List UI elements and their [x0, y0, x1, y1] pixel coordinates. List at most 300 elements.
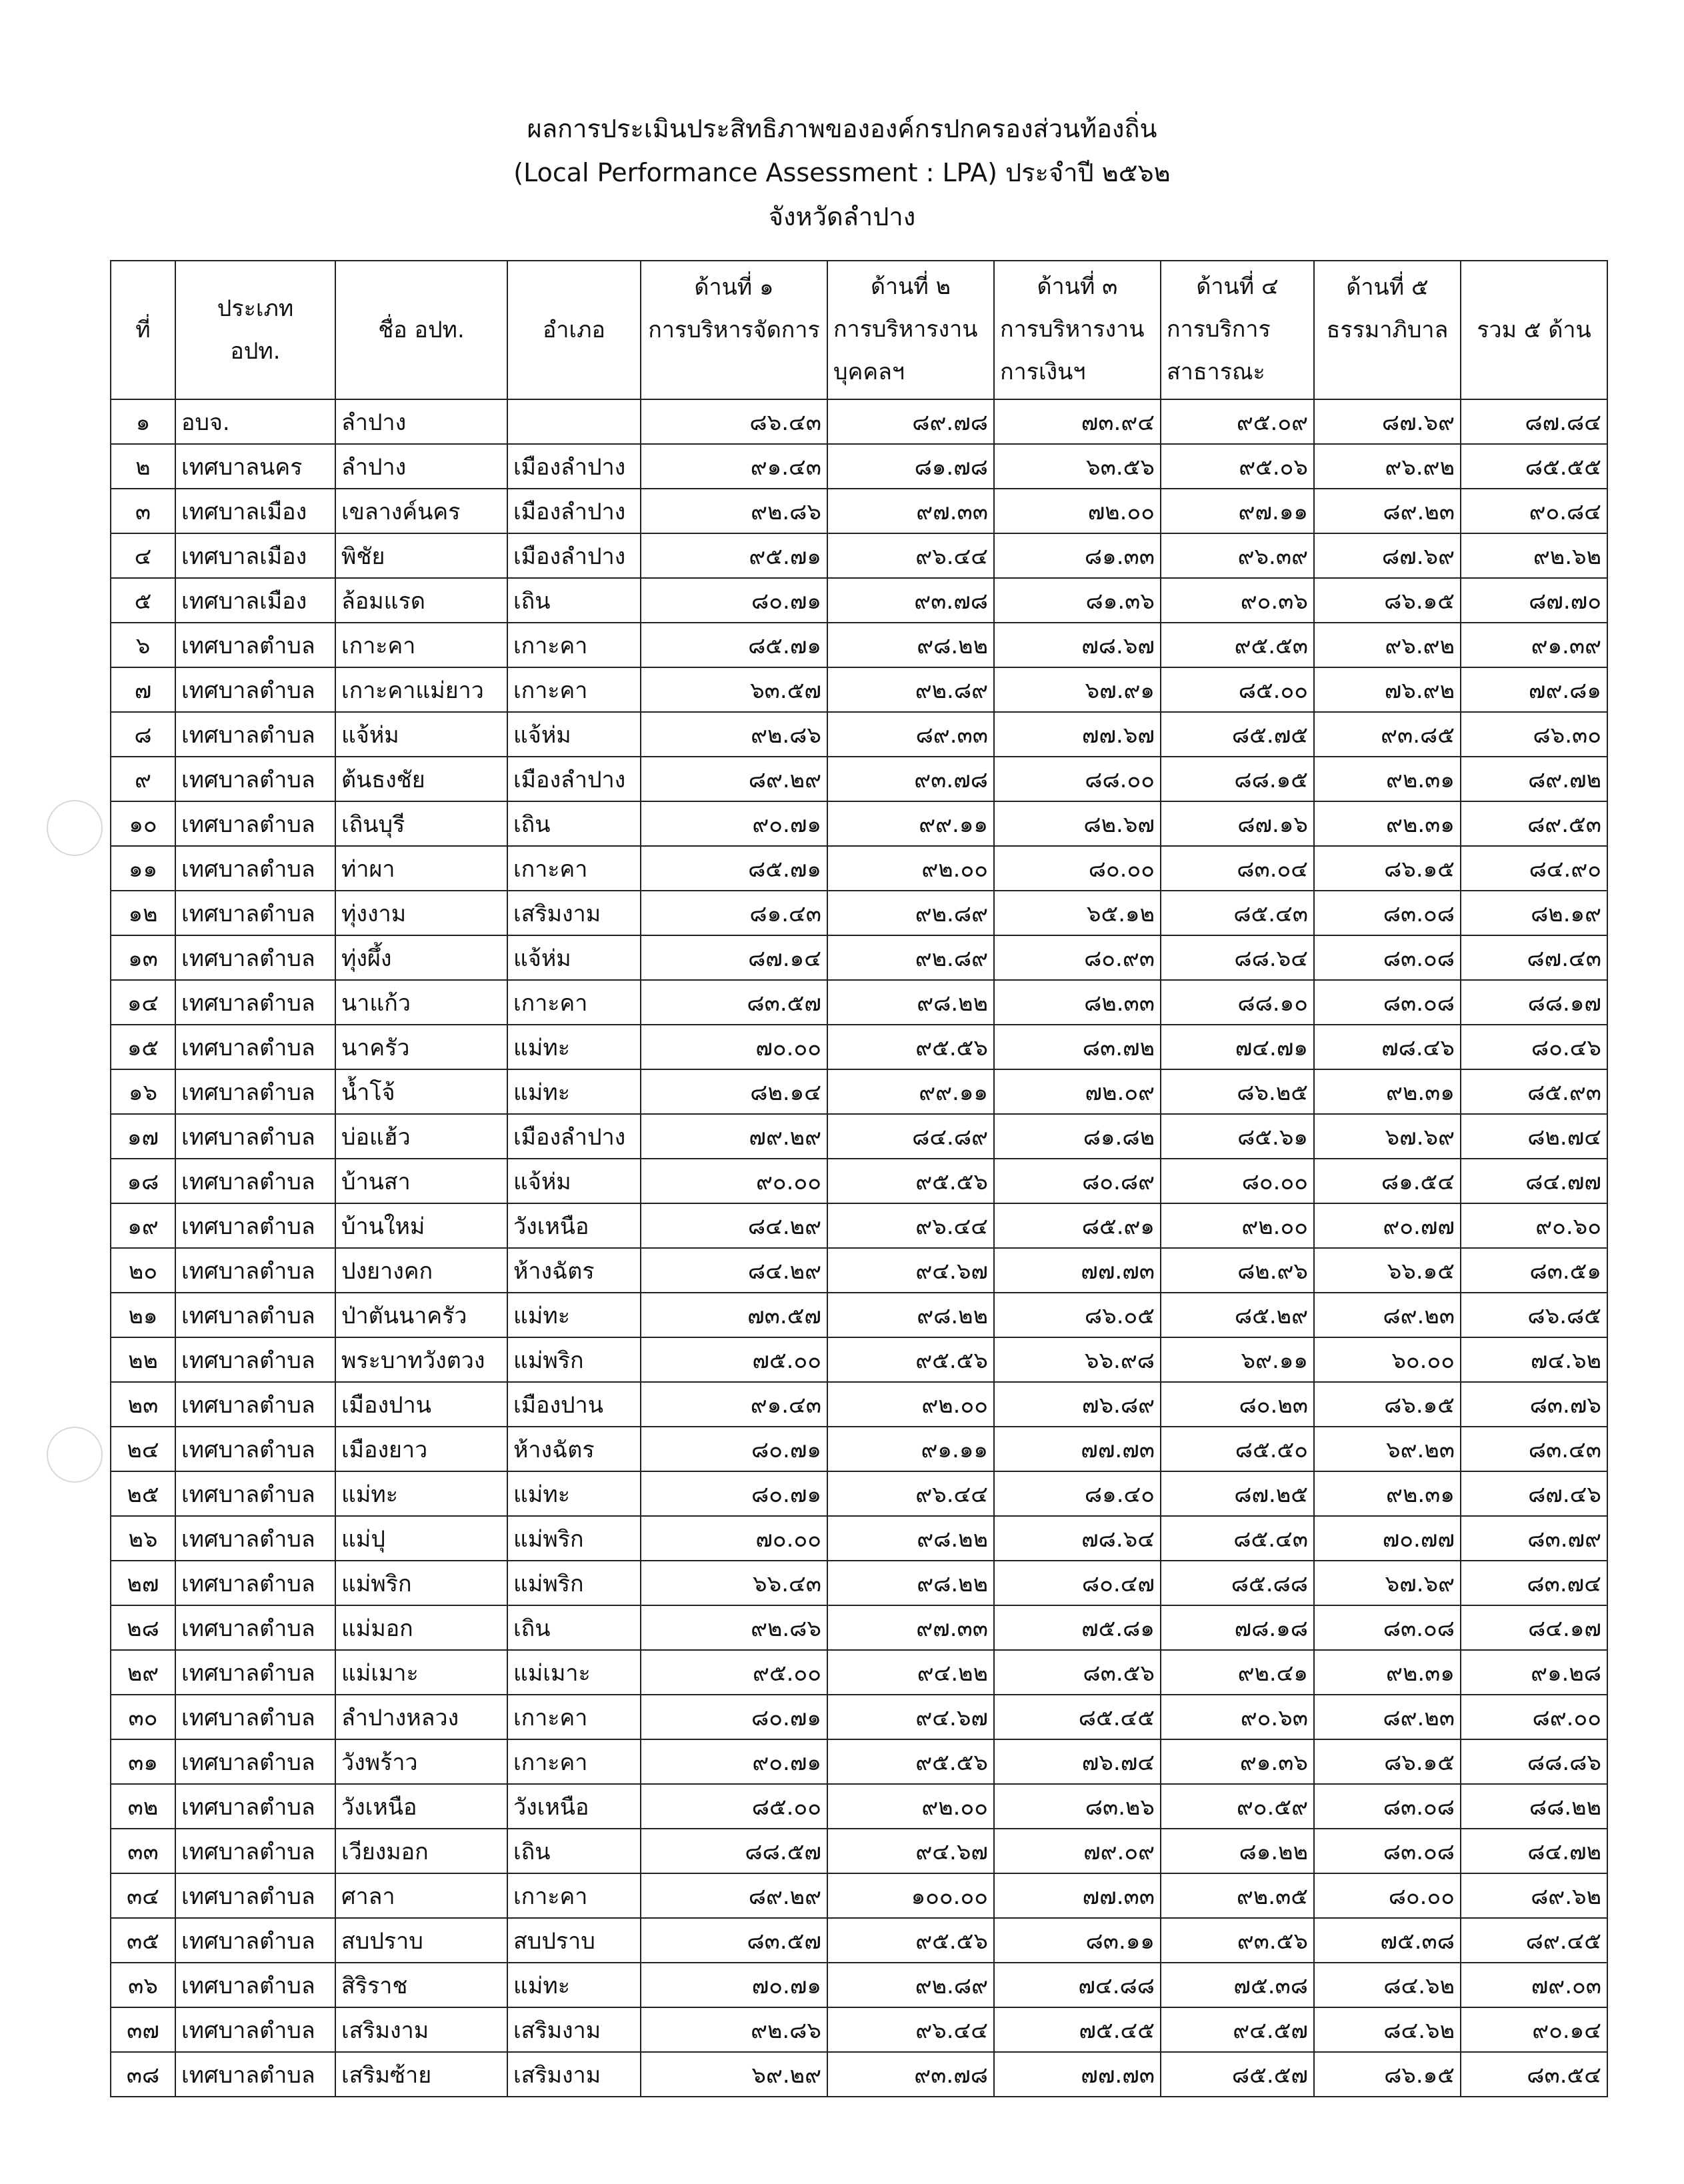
score-d1: ๘๔.๒๙: [641, 1203, 827, 1248]
row-number: ๑๗: [111, 1114, 175, 1159]
score-d4: ๙๒.๓๕: [1161, 1873, 1314, 1918]
score-d2: ๙๘.๒๒: [827, 623, 994, 667]
score-d1: ๘๑.๔๓: [641, 891, 827, 935]
district: ห้างฉัตร: [507, 1427, 641, 1471]
score-d4: ๘๕.๔๓: [1161, 1516, 1314, 1561]
score-d4: ๘๗.๑๖: [1161, 801, 1314, 846]
score-d2: ๙๗.๓๓: [827, 1605, 994, 1650]
table-row: [111, 1293, 1607, 1337]
score-d1: ๘๗.๑๔: [641, 935, 827, 980]
row-number: ๒๓: [111, 1382, 175, 1427]
score-d3: ๘๐.๙๓: [994, 935, 1161, 980]
row-number: ๗: [111, 667, 175, 712]
score-d1: ๙๕.๐๐: [641, 1650, 827, 1695]
org-type: เทศบาลตำบล: [175, 1471, 335, 1516]
score-d5: ๘๖.๑๕: [1314, 846, 1461, 891]
org-name: เมืองยาว: [335, 1427, 507, 1471]
col-header-d2: [827, 261, 994, 399]
score-d4: ๘๘.๑๐: [1161, 980, 1314, 1025]
score-d3: ๗๗.๗๓: [994, 1427, 1161, 1471]
score-d5: ๙๖.๙๒: [1314, 623, 1461, 667]
score-d3: ๗๗.๖๗: [994, 712, 1161, 757]
org-type: เทศบาลตำบล: [175, 891, 335, 935]
score-d2: ๙๔.๖๗: [827, 1248, 994, 1293]
score-d1: ๖๙.๒๙: [641, 2052, 827, 2097]
score-d3: ๘๑.๔๐: [994, 1471, 1161, 1516]
district: แจ้ห่ม: [507, 712, 641, 757]
district: [507, 399, 641, 444]
row-number: ๒๘: [111, 1605, 175, 1650]
district: เถิน: [507, 1829, 641, 1873]
score-d3: ๖๗.๙๑: [994, 667, 1161, 712]
table-row: [111, 712, 1607, 757]
row-number: ๑๓: [111, 935, 175, 980]
district: แม่พริก: [507, 1516, 641, 1561]
score-d4: ๘๕.๖๑: [1161, 1114, 1314, 1159]
title-line-1: ผลการประเมินประสิทธิภาพขององค์กรปกครองส่วนท้องถิ่น: [527, 114, 1157, 143]
score-d5: ๘๔.๖๒: [1314, 1963, 1461, 2007]
row-number: ๓๓: [111, 1829, 175, 1873]
score-d2: ๙๒.๘๙: [827, 667, 994, 712]
table-row: [111, 578, 1607, 623]
score-d4: ๙๐.๖๓: [1161, 1695, 1314, 1739]
score-d2: ๙๓.๗๘: [827, 2052, 994, 2097]
row-number: ๓๑: [111, 1739, 175, 1784]
org-type: เทศบาลตำบล: [175, 846, 335, 891]
org-name: เถินบุรี: [335, 801, 507, 846]
table-row: [111, 1829, 1607, 1873]
row-number: ๒๒: [111, 1337, 175, 1382]
org-type: เทศบาลตำบล: [175, 801, 335, 846]
table-row: [111, 1873, 1607, 1918]
score-d5: ๘๖.๑๕: [1314, 578, 1461, 623]
score-d5: ๘๙.๒๓: [1314, 489, 1461, 533]
score-d3: ๖๕.๑๒: [994, 891, 1161, 935]
score-total: ๘๖.๘๕: [1461, 1293, 1607, 1337]
table-row: [111, 1918, 1607, 1963]
score-d3: ๘๑.๘๒: [994, 1114, 1161, 1159]
row-number: ๑๙: [111, 1203, 175, 1248]
score-d5: ๗๕.๓๘: [1314, 1918, 1461, 1963]
score-d5: ๖๐.๐๐: [1314, 1337, 1461, 1382]
score-d5: ๙๒.๓๑: [1314, 801, 1461, 846]
table-row: [111, 935, 1607, 980]
score-d3: ๘๘.๐๐: [994, 757, 1161, 801]
org-type: เทศบาลตำบล: [175, 935, 335, 980]
org-type: เทศบาลตำบล: [175, 1784, 335, 1829]
district: แม่เมาะ: [507, 1650, 641, 1695]
table-row: [111, 489, 1607, 533]
row-number: ๔: [111, 533, 175, 578]
score-d2: ๙๖.๔๔: [827, 533, 994, 578]
org-type: เทศบาลตำบล: [175, 1025, 335, 1069]
score-d1: ๗๕.๐๐: [641, 1337, 827, 1382]
org-name: ต้นธงชัย: [335, 757, 507, 801]
score-d5: ๘๓.๐๘: [1314, 1605, 1461, 1650]
org-name: ลำปางหลวง: [335, 1695, 507, 1739]
org-name: น้ำโจ้: [335, 1069, 507, 1114]
score-d2: ๙๓.๗๘: [827, 578, 994, 623]
score-d3: ๗๗.๗๓: [994, 1248, 1161, 1293]
score-d2: ๙๙.๑๑: [827, 801, 994, 846]
table-row: [111, 1069, 1607, 1114]
score-d2: ๙๘.๒๒: [827, 980, 994, 1025]
org-type: เทศบาลตำบล: [175, 1114, 335, 1159]
score-d4: ๘๐.๒๓: [1161, 1382, 1314, 1427]
score-d5: ๘๓.๐๘: [1314, 935, 1461, 980]
org-name: ทุ่งงาม: [335, 891, 507, 935]
punch-hole-mark: [47, 1427, 103, 1483]
org-type: เทศบาลตำบล: [175, 1605, 335, 1650]
score-total: ๘๐.๔๖: [1461, 1025, 1607, 1069]
table-row: [111, 1963, 1607, 2007]
score-d4: ๗๕.๓๘: [1161, 1963, 1314, 2007]
score-d4: ๘๐.๐๐: [1161, 1159, 1314, 1203]
score-d3: ๗๗.๓๓: [994, 1873, 1161, 1918]
score-d4: ๙๓.๕๖: [1161, 1918, 1314, 1963]
district: สบปราบ: [507, 1918, 641, 1963]
score-total: ๘๘.๒๒: [1461, 1784, 1607, 1829]
score-d4: ๙๐.๓๖: [1161, 578, 1314, 623]
col-header-d4-line2: การบริการ: [1167, 316, 1271, 343]
row-number: ๓๐: [111, 1695, 175, 1739]
score-d3: ๗๖.๘๙: [994, 1382, 1161, 1427]
score-d3: ๗๔.๘๘: [994, 1963, 1161, 2007]
score-d5: ๗๐.๗๗: [1314, 1516, 1461, 1561]
score-d1: ๙๕.๗๑: [641, 533, 827, 578]
org-type: เทศบาลตำบล: [175, 623, 335, 667]
col-header-d3-line2: การบริหารงาน: [1000, 316, 1145, 343]
score-total: ๙๐.๑๔: [1461, 2007, 1607, 2052]
org-type: เทศบาลตำบล: [175, 1337, 335, 1382]
score-d1: ๘๓.๕๗: [641, 1918, 827, 1963]
score-total: ๘๗.๗๐: [1461, 578, 1607, 623]
score-d3: ๘๓.๕๖: [994, 1650, 1161, 1695]
score-total: ๘๙.๕๓: [1461, 801, 1607, 846]
score-d3: ๗๒.๐๐: [994, 489, 1161, 533]
org-type: เทศบาลตำบล: [175, 1159, 335, 1203]
score-d4: ๘๒.๙๖: [1161, 1248, 1314, 1293]
score-d2: ๘๑.๗๘: [827, 444, 994, 489]
org-type: อบจ.: [175, 399, 335, 444]
district: เมืองลำปาง: [507, 533, 641, 578]
org-type: เทศบาลตำบล: [175, 1516, 335, 1561]
org-type: เทศบาลตำบล: [175, 980, 335, 1025]
col-header-d1-line1: ด้านที่ ๑: [694, 274, 774, 301]
score-total: ๘๓.๗๔: [1461, 1561, 1607, 1605]
table-row: [111, 2052, 1607, 2097]
org-type: เทศบาลตำบล: [175, 757, 335, 801]
table-row: [111, 1739, 1607, 1784]
district: แม่ทะ: [507, 1963, 641, 2007]
row-number: ๑: [111, 399, 175, 444]
score-d1: ๘๖.๔๓: [641, 399, 827, 444]
score-d1: ๘๙.๒๙: [641, 757, 827, 801]
score-total: ๘๘.๑๗: [1461, 980, 1607, 1025]
score-d5: ๖๙.๒๓: [1314, 1427, 1461, 1471]
col-header-district: อำเภอ: [507, 261, 641, 399]
org-name: นาครัว: [335, 1025, 507, 1069]
table-row: [111, 667, 1607, 712]
row-number: ๒๐: [111, 1248, 175, 1293]
score-d1: ๙๐.๗๑: [641, 801, 827, 846]
col-header-d2-line2: การบริหารงาน: [833, 316, 978, 343]
row-number: ๒๗: [111, 1561, 175, 1605]
col-header-d4: [1161, 261, 1314, 399]
score-d5: ๘๙.๒๓: [1314, 1695, 1461, 1739]
score-d1: ๖๓.๕๗: [641, 667, 827, 712]
score-d2: ๙๕.๕๖: [827, 1739, 994, 1784]
document-header: [0, 107, 1684, 239]
org-type: เทศบาลเมือง: [175, 533, 335, 578]
score-d1: ๗๙.๒๙: [641, 1114, 827, 1159]
org-name: แม่มอก: [335, 1605, 507, 1650]
score-d2: ๘๙.๓๓: [827, 712, 994, 757]
table-row: [111, 1695, 1607, 1739]
district: วังเหนือ: [507, 1203, 641, 1248]
score-d3: ๘๐.๔๗: [994, 1561, 1161, 1605]
row-number: ๓๕: [111, 1918, 175, 1963]
score-total: ๘๙.๖๒: [1461, 1873, 1607, 1918]
score-d3: ๗๕.๔๕: [994, 2007, 1161, 2052]
col-header-d4-line3: สาธารณะ: [1167, 359, 1265, 385]
col-header-d1: [641, 261, 827, 399]
col-header-type-line2: อปท.: [230, 338, 281, 365]
org-type: เทศบาลตำบล: [175, 1918, 335, 1963]
table-row: [111, 1516, 1607, 1561]
col-header-no: ที่: [111, 261, 175, 399]
col-header-d4-line1: ด้านที่ ๔: [1196, 273, 1279, 300]
district: ห้างฉัตร: [507, 1248, 641, 1293]
org-type: เทศบาลตำบล: [175, 2007, 335, 2052]
district: แม่พริก: [507, 1337, 641, 1382]
score-d2: ๙๙.๑๑: [827, 1069, 994, 1114]
district: เมืองลำปาง: [507, 1114, 641, 1159]
district: เกาะคา: [507, 1695, 641, 1739]
col-header-d5-line1: ด้านที่ ๕: [1346, 274, 1429, 301]
score-total: ๘๘.๘๖: [1461, 1739, 1607, 1784]
district: เกาะคา: [507, 1739, 641, 1784]
table-row: [111, 891, 1607, 935]
district: แม่ทะ: [507, 1069, 641, 1114]
score-d3: ๘๓.๒๖: [994, 1784, 1161, 1829]
score-total: ๘๗.๔๖: [1461, 1471, 1607, 1516]
district: เสริมงาม: [507, 2052, 641, 2097]
row-number: ๓๗: [111, 2007, 175, 2052]
score-total: ๙๑.๒๘: [1461, 1650, 1607, 1695]
table-row: [111, 1784, 1607, 1829]
score-d3: ๘๓.๑๑: [994, 1918, 1161, 1963]
score-d5: ๖๖.๑๕: [1314, 1248, 1461, 1293]
district: เกาะคา: [507, 1873, 641, 1918]
org-name: ป่าตันนาครัว: [335, 1293, 507, 1337]
org-name: เมืองปาน: [335, 1382, 507, 1427]
score-d5: ๙๐.๗๗: [1314, 1203, 1461, 1248]
score-total: ๘๔.๑๗: [1461, 1605, 1607, 1650]
score-d4: ๙๕.๐๖: [1161, 444, 1314, 489]
score-d1: ๘๐.๗๑: [641, 1695, 827, 1739]
table-row: [111, 1427, 1607, 1471]
score-d2: ๙๔.๒๒: [827, 1650, 994, 1695]
score-d4: ๙๕.๐๙: [1161, 399, 1314, 444]
table-row: [111, 1650, 1607, 1695]
score-d3: ๘๐.๘๙: [994, 1159, 1161, 1203]
org-name: สบปราบ: [335, 1918, 507, 1963]
org-name: ลำปาง: [335, 444, 507, 489]
district: เกาะคา: [507, 980, 641, 1025]
score-d4: ๘๓.๐๔: [1161, 846, 1314, 891]
score-d5: ๖๗.๖๙: [1314, 1561, 1461, 1605]
score-d1: ๗๐.๗๑: [641, 1963, 827, 2007]
table-row: [111, 1605, 1607, 1650]
org-name: สิริราช: [335, 1963, 507, 2007]
score-d1: ๘๐.๗๑: [641, 578, 827, 623]
score-d5: ๙๒.๓๑: [1314, 1069, 1461, 1114]
district: เมืองปาน: [507, 1382, 641, 1427]
score-d4: ๗๘.๑๘: [1161, 1605, 1314, 1650]
org-name: วังเหนือ: [335, 1784, 507, 1829]
district: แจ้ห่ม: [507, 935, 641, 980]
score-d3: ๘๑.๓๓: [994, 533, 1161, 578]
score-d2: ๙๕.๕๖: [827, 1337, 994, 1382]
score-d4: ๘๕.๗๕: [1161, 712, 1314, 757]
org-name: แม่พริก: [335, 1561, 507, 1605]
score-total: ๘๕.๙๓: [1461, 1069, 1607, 1114]
score-d3: ๘๕.๙๑: [994, 1203, 1161, 1248]
score-total: ๘๖.๓๐: [1461, 712, 1607, 757]
row-number: ๓๔: [111, 1873, 175, 1918]
score-d3: ๗๓.๙๔: [994, 399, 1161, 444]
score-d4: ๙๖.๓๙: [1161, 533, 1314, 578]
org-type: เทศบาลตำบล: [175, 1427, 335, 1471]
score-d2: ๙๒.๘๙: [827, 1963, 994, 2007]
score-d3: ๗๒.๐๙: [994, 1069, 1161, 1114]
table-row: [111, 399, 1607, 444]
score-total: ๘๔.๗๗: [1461, 1159, 1607, 1203]
score-d1: ๙๒.๘๖: [641, 489, 827, 533]
score-d2: ๙๒.๘๙: [827, 935, 994, 980]
table-body: [111, 399, 1607, 2097]
org-type: เทศบาลตำบล: [175, 1695, 335, 1739]
score-d2: ๑๐๐.๐๐: [827, 1873, 994, 1918]
score-d2: ๘๔.๘๙: [827, 1114, 994, 1159]
col-header-total: รวม ๕ ด้าน: [1461, 261, 1607, 399]
table-row: [111, 1025, 1607, 1069]
org-name: บ้านสา: [335, 1159, 507, 1203]
table-row: [111, 801, 1607, 846]
score-d5: ๘๗.๖๙: [1314, 399, 1461, 444]
row-number: ๑๑: [111, 846, 175, 891]
score-d2: ๙๑.๑๑: [827, 1427, 994, 1471]
col-header-d1-line2: การบริหารจัดการ: [648, 317, 820, 343]
score-d5: ๘๔.๖๒: [1314, 2007, 1461, 2052]
score-total: ๘๓.๗๙: [1461, 1516, 1607, 1561]
score-d5: ๘๖.๑๕: [1314, 1382, 1461, 1427]
table-row: [111, 1203, 1607, 1248]
score-d5: ๙๒.๓๑: [1314, 757, 1461, 801]
score-d1: ๖๖.๔๓: [641, 1561, 827, 1605]
score-d2: ๙๖.๔๔: [827, 1203, 994, 1248]
score-d3: ๗๗.๗๓: [994, 2052, 1161, 2097]
org-type: เทศบาลตำบล: [175, 2052, 335, 2097]
score-d5: ๘๓.๐๘: [1314, 1784, 1461, 1829]
org-name: พิชัย: [335, 533, 507, 578]
score-d4: ๘๗.๒๕: [1161, 1471, 1314, 1516]
row-number: ๑๘: [111, 1159, 175, 1203]
score-d4: ๙๒.๔๑: [1161, 1650, 1314, 1695]
row-number: ๑๕: [111, 1025, 175, 1069]
score-d4: ๗๔.๗๑: [1161, 1025, 1314, 1069]
score-d4: ๘๘.๑๕: [1161, 757, 1314, 801]
score-d2: ๙๔.๖๗: [827, 1829, 994, 1873]
col-header-type-line1: ประเภท: [217, 295, 294, 322]
score-d3: ๘๑.๓๖: [994, 578, 1161, 623]
org-type: เทศบาลเมือง: [175, 489, 335, 533]
row-number: ๒๔: [111, 1427, 175, 1471]
score-d3: ๗๙.๐๙: [994, 1829, 1161, 1873]
score-d3: ๘๖.๐๕: [994, 1293, 1161, 1337]
score-d2: ๙๕.๕๖: [827, 1025, 994, 1069]
score-total: ๘๕.๕๕: [1461, 444, 1607, 489]
score-d1: ๘๐.๗๑: [641, 1471, 827, 1516]
row-number: ๖: [111, 623, 175, 667]
district: เกาะคา: [507, 623, 641, 667]
score-total: ๘๓.๕๑: [1461, 1248, 1607, 1293]
score-d3: ๘๐.๐๐: [994, 846, 1161, 891]
score-total: ๘๗.๔๓: [1461, 935, 1607, 980]
score-d1: ๙๑.๔๓: [641, 1382, 827, 1427]
org-name: แม่เมาะ: [335, 1650, 507, 1695]
row-number: ๒๑: [111, 1293, 175, 1337]
district: เสริมงาม: [507, 891, 641, 935]
score-total: ๘๔.๙๐: [1461, 846, 1607, 891]
table-row: [111, 980, 1607, 1025]
org-type: เทศบาลนคร: [175, 444, 335, 489]
table-row: [111, 1159, 1607, 1203]
score-d2: ๙๓.๗๘: [827, 757, 994, 801]
score-d5: ๘๖.๑๕: [1314, 2052, 1461, 2097]
score-d4: ๘๕.๒๙: [1161, 1293, 1314, 1337]
score-d1: ๘๐.๗๑: [641, 1427, 827, 1471]
org-type: เทศบาลตำบล: [175, 1873, 335, 1918]
district: เมืองลำปาง: [507, 757, 641, 801]
score-d5: ๙๒.๓๑: [1314, 1650, 1461, 1695]
score-total: ๙๐.๖๐: [1461, 1203, 1607, 1248]
org-name: เวียงมอก: [335, 1829, 507, 1873]
org-type: เทศบาลตำบล: [175, 712, 335, 757]
score-d1: ๘๕.๐๐: [641, 1784, 827, 1829]
score-d2: ๙๕.๕๖: [827, 1159, 994, 1203]
score-d1: ๙๒.๘๖: [641, 1605, 827, 1650]
score-d1: ๗๓.๕๗: [641, 1293, 827, 1337]
score-d3: ๗๘.๖๗: [994, 623, 1161, 667]
score-d3: ๗๖.๗๔: [994, 1739, 1161, 1784]
district: แม่ทะ: [507, 1471, 641, 1516]
org-name: เขลางค์นคร: [335, 489, 507, 533]
score-d4: ๙๒.๐๐: [1161, 1203, 1314, 1248]
score-d4: ๙๕.๕๓: [1161, 623, 1314, 667]
score-d4: ๘๕.๐๐: [1161, 667, 1314, 712]
row-number: ๘: [111, 712, 175, 757]
score-total: ๘๙.๐๐: [1461, 1695, 1607, 1739]
score-d2: ๙๒.๐๐: [827, 846, 994, 891]
org-type: เทศบาลตำบล: [175, 1293, 335, 1337]
table-row: [111, 1337, 1607, 1382]
score-d4: ๘๑.๒๒: [1161, 1829, 1314, 1873]
district: เสริมงาม: [507, 2007, 641, 2052]
table-row: [111, 846, 1607, 891]
row-number: ๑๐: [111, 801, 175, 846]
